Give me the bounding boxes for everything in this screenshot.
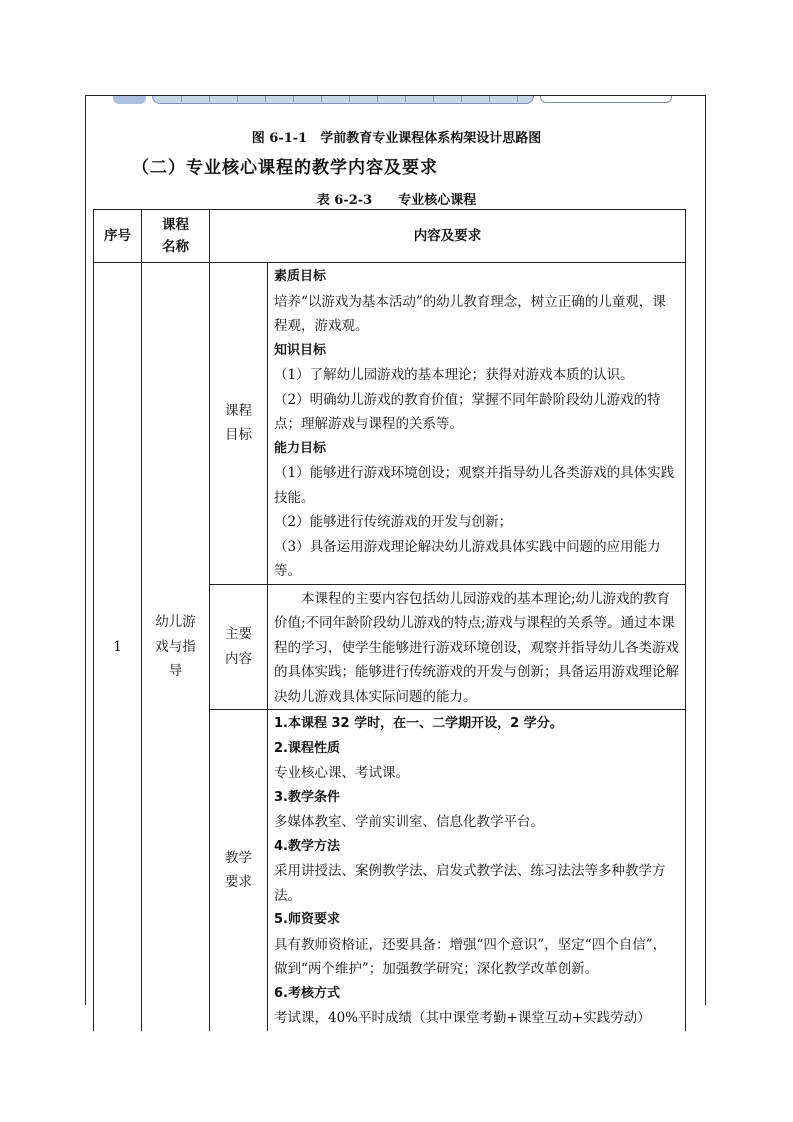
quality-goal-title: 素质目标 — [274, 269, 327, 284]
ability-goal-1: （1）能够进行游戏环境创设；观察并指导幼儿各类游戏的具体实践技能。 — [274, 465, 675, 506]
requirements-content — [268, 710, 686, 1031]
nature-title: 2.课程性质 — [274, 740, 340, 756]
figure-caption: 图 6-1-1 学前教育专业课程体系构架设计思路图 — [251, 131, 542, 146]
methods-text: 采用讲授法、案例教学法、启发式教学法、练习法法等多种教学方法。 — [274, 863, 666, 904]
header-seq: 序号 — [94, 210, 142, 263]
goals-label: 课程 目标 — [210, 263, 268, 585]
teachers-text: 具有教师资格证，还要具备：增强“四个意识”，坚定“四个自信”，做到“两个维护”；加强教学研究；深化教学改革创新。 — [274, 936, 667, 977]
teachers-title: 5.师资要求 — [274, 912, 340, 927]
diagram-fragment-left — [113, 96, 146, 104]
diagram-fragment-right — [540, 96, 672, 103]
main-content-label: 主要 内容 — [210, 584, 268, 710]
header-course-name: 课程 名称 — [142, 210, 210, 263]
diagram-fragment-middle — [152, 96, 534, 104]
ability-goal-title: 能力目标 — [274, 440, 327, 456]
nature-text: 专业核心课、考试课。 — [274, 765, 409, 781]
goals-row — [94, 263, 686, 585]
methods-title: 4.教学方法 — [274, 838, 340, 854]
knowledge-goal-2: （2）明确幼儿游戏的教育价值；掌握不同年龄阶段幼儿游戏的特点；理解游戏与课程的关系等。 — [274, 391, 661, 432]
header-content: 内容及要求 — [210, 210, 686, 263]
table-title: 表 6-2-3 专业核心课程 — [316, 193, 477, 208]
assessment-text: 考试课，40%平时成绩（其中课堂考勤+课堂互动+实践劳动） — [274, 1010, 651, 1026]
course-name: 幼儿游 戏与指 导 — [142, 263, 210, 1031]
quality-goal-text: 培养“以游戏为基本活动”的幼儿教育理念，树立正确的儿童观，课程观，游戏观。 — [274, 293, 666, 334]
conditions-text: 多媒体教室、学前实训室、信息化教学平台。 — [274, 814, 544, 830]
core-course-table — [93, 209, 686, 1031]
row-seq: 1 — [94, 263, 142, 1031]
ability-goal-3: （3）具备运用游戏理论解决幼儿游戏具体实践中问题的应用能力等。 — [274, 538, 661, 579]
assessment-title: 6.考核方式 — [274, 985, 340, 1001]
section-heading: （二）专业核心课程的教学内容及要求 — [132, 158, 438, 178]
knowledge-goal-1: （1）了解幼儿园游戏的基本理论；获得对游戏本质的认识。 — [274, 367, 634, 383]
ability-goal-2: （2）能够进行传统游戏的开发与创新； — [274, 514, 513, 530]
goals-content — [268, 263, 686, 585]
knowledge-goal-title: 知识目标 — [274, 342, 327, 358]
main-content-text: 本课程的主要内容包括幼儿园游戏的基本理论;幼儿游戏的教育价值;不同年龄阶段幼儿游戏的特点;游戏与课程的关系等。通过本课程的学习，使学生能够进行游戏环境创设，观察并指导幼儿各类游戏的具体实践；能够进行传统游戏的开发与创新；具备运用游戏理论解决幼儿游戏具体实际问题的能力。 — [268, 584, 686, 710]
requirements-label: 教学 要求 — [210, 710, 268, 1031]
hours-credits: 1.本课程 32 学时，在一、二学期开设，2 学分。 — [274, 716, 563, 731]
table-header-row — [94, 210, 686, 263]
conditions-title: 3.教学条件 — [274, 789, 340, 805]
